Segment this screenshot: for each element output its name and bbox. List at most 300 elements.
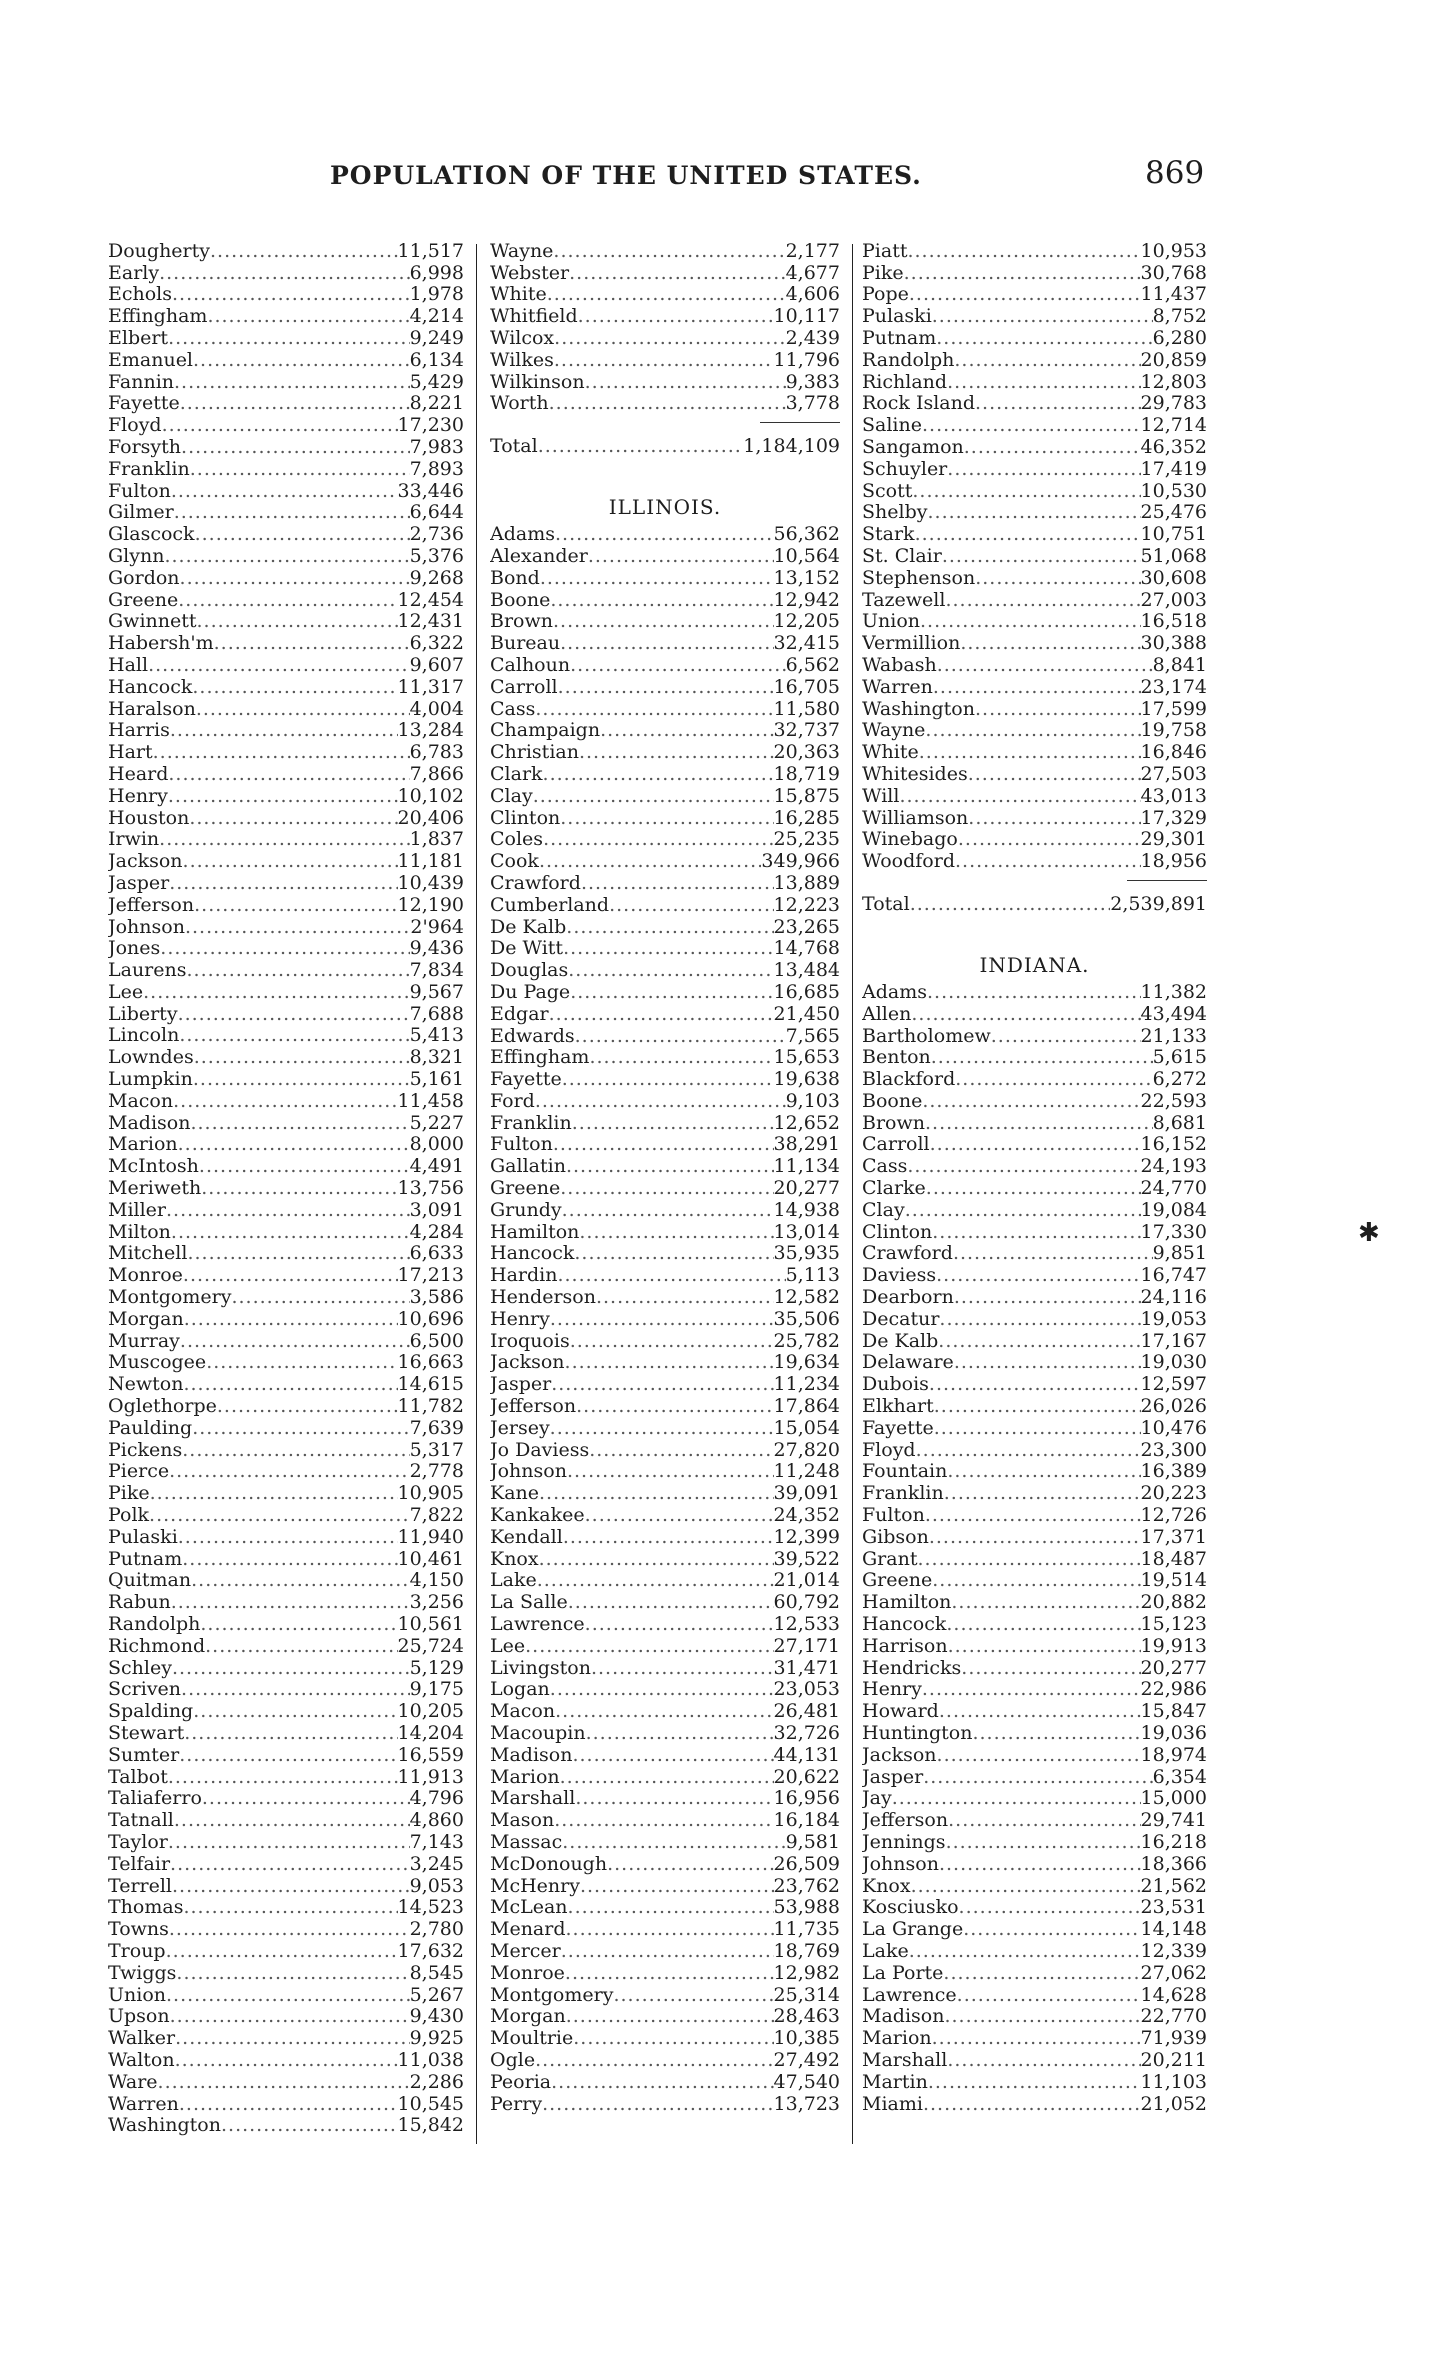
dot-leader: [207, 306, 409, 327]
population-value: 12,223: [773, 893, 840, 916]
county-name: Jackson: [862, 1744, 937, 1766]
county-name: Franklin: [862, 1482, 944, 1505]
population-value: 16,846: [1140, 741, 1207, 764]
population-value: 4,606: [785, 283, 840, 306]
dot-leader: [936, 1265, 1140, 1286]
dot-leader: [164, 546, 409, 567]
county-name: Tatnall: [108, 1809, 174, 1832]
county-row: [108, 480, 464, 502]
population-value: 25,782: [773, 1329, 840, 1352]
dot-leader: [175, 2050, 398, 2071]
county-name: Gwinnett: [108, 610, 197, 633]
dot-leader: [166, 1941, 398, 1962]
dot-leader: [170, 1854, 410, 1875]
population-value: 19,913: [1140, 1635, 1207, 1657]
population-value: 35,506: [773, 1308, 840, 1330]
county-name: Hardin: [490, 1264, 558, 1287]
population-value: 32,737: [773, 719, 840, 742]
population-value: 14,615: [397, 1373, 464, 1396]
population-value: 6,354: [1152, 1765, 1207, 1788]
dot-leader: [562, 1832, 785, 1853]
county-name: Coles: [490, 828, 544, 851]
dot-leader: [954, 350, 1140, 371]
population-value: 9,436: [409, 937, 464, 960]
dot-leader: [539, 851, 761, 872]
population-value: 19,030: [1140, 1351, 1207, 1374]
dot-leader: [945, 590, 1140, 611]
population-value: 16,685: [773, 981, 840, 1003]
county-row: [490, 1548, 840, 1570]
column-divider: [476, 244, 477, 2144]
county-name: Milton: [108, 1220, 171, 1243]
county-row: [490, 959, 840, 981]
county-name: Peoria: [490, 2070, 552, 2093]
county-row: [108, 1199, 464, 1221]
county-row: [490, 1853, 840, 1875]
population-value: 6,644: [409, 501, 464, 524]
county-row: [490, 829, 840, 851]
population-value: 18,719: [773, 763, 840, 785]
population-value: 9,268: [409, 566, 464, 589]
county-name: Haralson: [108, 697, 196, 720]
county-name: Winebago: [862, 828, 958, 851]
population-value: 20,277: [1140, 1656, 1207, 1679]
dot-leader: [960, 633, 1140, 654]
dot-leader: [954, 1352, 1141, 1373]
dot-leader: [975, 393, 1141, 414]
county-name: Jasper: [490, 1373, 552, 1396]
county-row: [862, 763, 1207, 785]
dot-leader: [538, 436, 744, 457]
population-value: 51,068: [1140, 545, 1207, 567]
county-row: [108, 632, 464, 654]
county-row: [108, 894, 464, 916]
population-value: 17,371: [1140, 1526, 1207, 1548]
state-heading: INDIANA.: [979, 953, 1090, 978]
county-row: [490, 1221, 840, 1243]
dot-leader: [946, 1832, 1141, 1853]
dot-leader: [180, 568, 410, 589]
county-name: Kane: [490, 1482, 540, 1505]
population-value: 17,419: [1140, 457, 1207, 480]
county-name: Floyd: [108, 414, 162, 437]
county-name: Jones: [108, 937, 161, 960]
county-row: [862, 1679, 1207, 1701]
population-value: 13,756: [397, 1177, 464, 1200]
dot-leader: [565, 1963, 774, 1984]
dot-leader: [585, 1505, 774, 1526]
county-name: Franklin: [490, 1111, 572, 1134]
dot-leader: [948, 1636, 1141, 1657]
dot-leader: [613, 1985, 773, 2006]
dot-leader: [187, 960, 410, 981]
county-row: [490, 1722, 840, 1744]
county-row: [490, 1940, 840, 1962]
dot-leader: [553, 241, 785, 262]
column-divider: [852, 244, 853, 2144]
county-row: [108, 2027, 464, 2049]
county-row: [490, 1788, 840, 1810]
dot-leader: [179, 2094, 398, 2115]
dot-leader: [197, 611, 398, 632]
county-row: [490, 262, 840, 284]
dot-leader: [201, 1178, 397, 1199]
dot-leader: [586, 1723, 774, 1744]
county-row: [862, 458, 1207, 480]
county-row: [108, 785, 464, 807]
dot-leader: [955, 1069, 1152, 1090]
dot-leader: [917, 1549, 1140, 1570]
dot-leader: [173, 1091, 397, 1112]
population-value: 21,450: [773, 1002, 840, 1025]
county-row: [862, 2049, 1207, 2071]
total-label: Total: [862, 893, 910, 916]
population-value: 2,439: [785, 327, 840, 349]
population-value: 14,204: [397, 1722, 464, 1744]
population-value: 17,330: [1140, 1220, 1207, 1243]
population-value: 18,956: [1140, 850, 1207, 873]
population-value: 17,167: [1140, 1329, 1207, 1352]
dot-leader: [570, 982, 773, 1003]
county-name: Howard: [862, 1700, 939, 1723]
dot-leader: [936, 328, 1152, 349]
population-value: 10,439: [397, 872, 464, 894]
county-row: [490, 1003, 840, 1025]
county-row: [108, 1155, 464, 1177]
county-name: Glynn: [108, 545, 165, 567]
county-row: [490, 1809, 840, 1831]
population-value: 15,123: [1140, 1613, 1207, 1636]
population-value: 15,842: [397, 2114, 464, 2137]
population-value: 5,429: [409, 370, 464, 393]
county-row: [108, 1722, 464, 1744]
population-value: 6,500: [409, 1329, 464, 1352]
dot-leader: [947, 1461, 1140, 1482]
county-name: Kankakee: [490, 1504, 585, 1527]
total-label: Total: [490, 435, 538, 458]
dot-leader: [922, 415, 1141, 436]
county-name: Lee: [490, 1635, 526, 1657]
county-name: Daviess: [862, 1264, 937, 1287]
dot-leader: [168, 764, 409, 785]
county-name: Clarke: [862, 1177, 926, 1200]
county-row: [108, 916, 464, 938]
county-row: [108, 1264, 464, 1286]
population-value: 24,770: [1140, 1177, 1207, 1200]
county-row: [108, 414, 464, 436]
county-row: [108, 1809, 464, 1831]
county-row: [862, 305, 1207, 327]
population-value: 2,778: [409, 1460, 464, 1483]
county-name: Fannin: [108, 370, 175, 393]
population-value: 12,803: [1140, 370, 1207, 393]
dot-leader: [566, 1156, 774, 1177]
county-name: Elbert: [108, 327, 169, 349]
dot-leader: [150, 1483, 398, 1504]
county-row: [108, 1831, 464, 1853]
county-name: Fayette: [108, 392, 180, 415]
dot-leader: [964, 437, 1141, 458]
dot-leader: [183, 1374, 397, 1395]
county-row: [490, 2093, 840, 2115]
population-value: 4,677: [785, 261, 840, 284]
population-value: 10,751: [1140, 523, 1207, 546]
county-row: [108, 654, 464, 676]
dot-leader: [575, 1026, 786, 1047]
population-value: 13,484: [773, 959, 840, 982]
county-name: Cass: [490, 697, 536, 720]
population-value: 21,052: [1140, 2092, 1207, 2115]
county-name: Carroll: [490, 675, 558, 698]
population-value: 24,193: [1140, 1155, 1207, 1178]
dot-leader: [560, 808, 773, 829]
dot-leader: [179, 1745, 397, 1766]
county-row: [862, 698, 1207, 720]
dot-leader: [183, 1265, 398, 1286]
dot-leader: [553, 611, 774, 632]
dot-leader: [143, 982, 409, 1003]
page-title: POPULATION OF THE UNITED STATES.: [330, 161, 922, 190]
county-name: Lake: [490, 1569, 537, 1592]
county-row: [108, 1526, 464, 1548]
dot-leader: [925, 1113, 1153, 1134]
dot-leader: [925, 720, 1140, 741]
county-name: Webster: [490, 261, 570, 284]
county-row: [108, 1853, 464, 1875]
county-name: Decatur: [862, 1308, 940, 1330]
population-value: 15,054: [773, 1417, 840, 1439]
county-name: White: [490, 283, 547, 306]
population-value: 19,514: [1140, 1569, 1207, 1592]
county-row: [862, 720, 1207, 742]
population-value: 5,376: [409, 545, 464, 567]
dot-leader: [596, 1287, 774, 1308]
county-row: [490, 676, 840, 698]
county-name: Monroe: [490, 1961, 565, 1984]
county-name: Kendall: [490, 1526, 563, 1548]
population-value: 3,256: [409, 1591, 464, 1614]
county-row: [862, 2093, 1207, 2115]
county-name: Henry: [862, 1678, 922, 1701]
dot-leader: [927, 502, 1140, 523]
county-name: Carroll: [862, 1133, 930, 1156]
county-name: Union: [108, 1983, 167, 2006]
county-row: [862, 414, 1207, 436]
county-name: Wayne: [862, 719, 926, 742]
population-value: 30,608: [1140, 566, 1207, 589]
population-value: 4,004: [409, 697, 464, 720]
county-row: [490, 916, 840, 938]
county-name: Allen: [862, 1002, 912, 1025]
dot-leader: [542, 2094, 773, 2115]
dot-leader: [560, 1767, 774, 1788]
county-name: Floyd: [862, 1438, 916, 1461]
population-value: 5,129: [409, 1656, 464, 1679]
county-name: Richland: [862, 370, 948, 393]
population-value: 12,339: [1140, 1940, 1207, 1962]
county-row: [108, 1461, 464, 1483]
population-value: 19,036: [1140, 1722, 1207, 1744]
county-row: [862, 1395, 1207, 1417]
county-row: [490, 589, 840, 611]
population-value: 11,317: [397, 675, 464, 698]
county-row: [862, 1744, 1207, 1766]
county-row: [108, 1243, 464, 1265]
dot-leader: [947, 459, 1140, 480]
population-value: 56,362: [773, 523, 840, 546]
county-name: Washington: [862, 697, 975, 720]
county-row: [490, 1482, 840, 1504]
county-name: Heard: [108, 763, 169, 785]
dot-leader: [169, 1919, 410, 1940]
population-value: 32,415: [773, 632, 840, 655]
county-name: Houston: [108, 806, 190, 829]
county-name: Perry: [490, 2092, 543, 2115]
county-name: Jennings: [862, 1831, 946, 1853]
population-value: 11,796: [773, 348, 840, 371]
dot-leader: [920, 611, 1141, 632]
county-row: [862, 1308, 1207, 1330]
county-name: Marion: [862, 2027, 932, 2050]
county-row: [862, 829, 1207, 851]
county-name: Marshall: [490, 1787, 576, 1810]
dot-leader: [566, 917, 773, 938]
dot-leader: [937, 1745, 1141, 1766]
population-value: 23,053: [773, 1678, 840, 1701]
population-value: 8,221: [409, 392, 464, 415]
population-value: 12,533: [773, 1613, 840, 1636]
dot-leader: [178, 590, 397, 611]
population-value: 3,245: [409, 1852, 464, 1875]
county-name: Hall: [108, 654, 149, 676]
county-row: [490, 698, 840, 720]
county-name: Hancock: [862, 1613, 947, 1636]
dot-leader: [184, 1723, 397, 1744]
county-row: [490, 1352, 840, 1374]
county-row: [108, 1613, 464, 1635]
population-value: 2,780: [409, 1918, 464, 1941]
population-value: 4,284: [409, 1220, 464, 1243]
county-row: [108, 611, 464, 633]
county-name: Macon: [490, 1700, 556, 1723]
county-name: Dearborn: [862, 1286, 954, 1309]
county-row: [490, 1831, 840, 1853]
county-row: [862, 1700, 1207, 1722]
county-row: [862, 567, 1207, 589]
dot-leader: [543, 829, 773, 850]
population-value: 6,783: [409, 741, 464, 764]
county-row: [862, 1330, 1207, 1352]
population-value: 1,837: [409, 828, 464, 851]
county-name: Glascock: [108, 523, 195, 546]
population-value: 5,413: [409, 1024, 464, 1047]
county-name: Jay: [862, 1787, 892, 1810]
county-name: Delaware: [862, 1351, 954, 1374]
population-value: 10,561: [397, 1613, 464, 1635]
county-row: [490, 1744, 840, 1766]
population-value: 7,822: [409, 1504, 464, 1527]
dot-leader: [553, 1134, 774, 1155]
county-name: Scott: [862, 479, 913, 502]
county-row: [862, 654, 1207, 676]
dot-leader: [589, 1047, 773, 1068]
county-name: Thomas: [108, 1896, 184, 1919]
county-row: [108, 371, 464, 393]
county-name: Williamson: [862, 806, 969, 829]
county-row: [108, 305, 464, 327]
county-row: [108, 458, 464, 480]
population-value: 6,272: [1152, 1068, 1207, 1091]
population-value: 8,681: [1152, 1111, 1207, 1134]
dot-leader: [169, 1461, 410, 1482]
dot-leader: [178, 1527, 398, 1548]
dot-leader: [172, 284, 410, 305]
dot-leader: [550, 1418, 774, 1439]
county-row: [862, 1591, 1207, 1613]
county-name: Cass: [862, 1155, 908, 1178]
dot-leader: [205, 1636, 397, 1657]
county-name: Bureau: [490, 632, 561, 655]
county-name: Clark: [490, 763, 543, 785]
population-value: 13,889: [773, 872, 840, 894]
county-name: Piatt: [862, 240, 908, 262]
dot-leader: [176, 1963, 409, 1984]
county-name: Wilcox: [490, 327, 555, 349]
dot-leader: [194, 895, 397, 916]
county-row: [862, 611, 1207, 633]
county-row: [862, 284, 1207, 306]
county-row: [862, 1526, 1207, 1548]
population-value: 16,747: [1140, 1264, 1207, 1287]
dot-leader: [168, 1767, 398, 1788]
county-row: [490, 545, 840, 567]
county-row: [108, 807, 464, 829]
dot-leader: [975, 699, 1141, 720]
county-row: [108, 2071, 464, 2093]
county-row: [862, 981, 1207, 1003]
dot-leader: [911, 1004, 1140, 1025]
county-name: Montgomery: [490, 1983, 614, 2006]
county-row: [108, 698, 464, 720]
county-row: [862, 1199, 1207, 1221]
dot-leader: [560, 633, 773, 654]
county-row: [862, 1635, 1207, 1657]
population-value: 11,038: [397, 2049, 464, 2071]
spacer: [862, 915, 1207, 937]
county-name: Miami: [862, 2092, 923, 2115]
county-row: [108, 240, 464, 262]
county-row: [108, 1635, 464, 1657]
county-name: Johnson: [862, 1852, 939, 1875]
county-name: Macon: [108, 1090, 174, 1112]
county-name: Clay: [862, 1199, 905, 1221]
population-value: 10,953: [1140, 240, 1207, 262]
dot-leader: [573, 2028, 773, 2049]
population-value: 10,461: [397, 1547, 464, 1570]
county-name: Champaign: [490, 719, 601, 742]
population-value: 10,117: [773, 305, 840, 328]
dot-leader: [892, 1788, 1141, 1809]
county-name: Lowndes: [108, 1046, 194, 1069]
dot-leader: [939, 1701, 1141, 1722]
county-name: Laurens: [108, 959, 187, 982]
county-row: [108, 1657, 464, 1679]
population-value: 20,406: [397, 806, 464, 829]
county-name: Tazewell: [862, 588, 946, 611]
dot-leader: [568, 1592, 774, 1613]
county-name: De Kalb: [490, 915, 567, 938]
county-name: Iroquois: [490, 1329, 570, 1352]
